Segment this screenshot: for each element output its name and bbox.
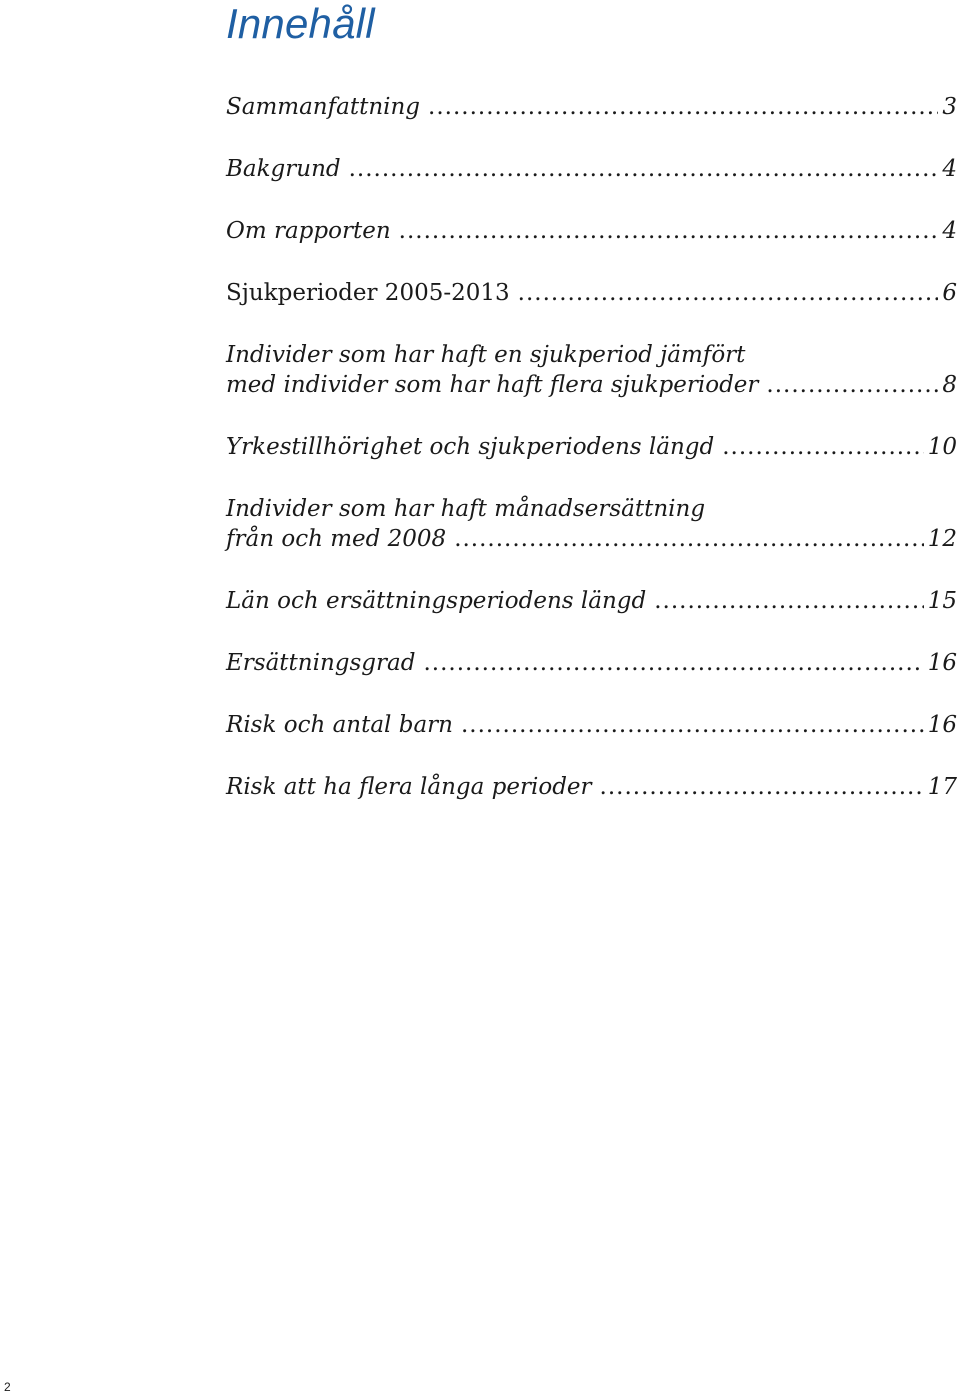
- toc-entry-sammanfattning[interactable]: [226, 92, 957, 122]
- toc-entry-lan[interactable]: [226, 586, 957, 616]
- dot-leader: [454, 524, 924, 554]
- toc-page-number: 16: [927, 650, 957, 676]
- toc-entry-title: Om rapporten: [226, 218, 391, 244]
- toc-page-number: 17: [927, 774, 957, 800]
- dot-leader: [399, 216, 939, 246]
- toc-entry-ersattningsgrad[interactable]: [226, 648, 957, 678]
- toc-entry-manadsersattning[interactable]: [226, 494, 957, 554]
- toc-page-number: 6: [942, 280, 957, 306]
- toc-page-number: 15: [927, 588, 957, 614]
- dot-leader: [518, 278, 939, 308]
- dot-leader: [600, 772, 924, 802]
- toc-entry-yrkestillhorighet[interactable]: [226, 432, 957, 462]
- toc-entry-title-line1: Individer som har haft en sjukperiod jämfört: [226, 342, 746, 368]
- toc-entry-risk-barn[interactable]: [226, 710, 957, 740]
- dot-leader: [423, 648, 923, 678]
- toc-row: [226, 154, 957, 184]
- toc-entry-title: Sjukperioder 2005-2013: [226, 280, 510, 306]
- toc-page-number: 8: [942, 372, 957, 398]
- toc-entry-individer-en-sjukperiod[interactable]: [226, 340, 957, 400]
- dot-leader: [766, 370, 938, 400]
- dot-leader: [461, 710, 924, 740]
- toc-row: [226, 278, 957, 308]
- page-title: Innehåll: [226, 0, 375, 47]
- toc-entry-title: Län och ersättningsperiodens längd: [226, 588, 647, 614]
- toc-entry-sjukperioder[interactable]: [226, 278, 957, 308]
- toc-entry-bakgrund[interactable]: [226, 154, 957, 184]
- toc-row: [226, 92, 957, 122]
- dot-leader: [722, 432, 924, 462]
- toc-entry-title: Ersättningsgrad: [226, 650, 416, 676]
- toc-entry-title: med individer som har haft flera sjukperioder: [226, 372, 759, 398]
- toc-entry-title: Risk och antal barn: [226, 712, 453, 738]
- dot-leader: [654, 586, 924, 616]
- page-number: 2: [4, 1380, 11, 1394]
- toc-page-number: 10: [927, 434, 957, 460]
- toc-row: [226, 648, 957, 678]
- toc-row: [226, 432, 957, 462]
- toc-page-number: 16: [927, 712, 957, 738]
- toc-row: [226, 772, 957, 802]
- dot-leader: [428, 92, 938, 122]
- toc-entry-title-line1: Individer som har haft månadsersättning: [226, 496, 706, 522]
- toc-row: [226, 524, 957, 554]
- toc-page-number: 3: [942, 94, 957, 120]
- toc-entry-title: Risk att ha flera långa perioder: [226, 774, 592, 800]
- toc-row: [226, 370, 957, 400]
- toc-row: [226, 710, 957, 740]
- toc-page-number: 4: [942, 218, 957, 244]
- toc-entry-om-rapporten[interactable]: [226, 216, 957, 246]
- toc-page-number: 12: [927, 526, 957, 552]
- dot-leader: [349, 154, 939, 184]
- toc-entry-risk-langa-perioder[interactable]: [226, 772, 957, 802]
- toc-entry-title: från och med 2008: [226, 526, 447, 552]
- toc-entry-title: Yrkestillhörighet och sjukperiodens längd: [226, 434, 715, 460]
- toc-row: [226, 216, 957, 246]
- toc-entry-title: Bakgrund: [226, 156, 341, 182]
- toc-entry-title: Sammanfattning: [226, 94, 421, 120]
- toc-row: [226, 586, 957, 616]
- table-of-contents: [226, 92, 957, 834]
- toc-page-number: 4: [942, 156, 957, 182]
